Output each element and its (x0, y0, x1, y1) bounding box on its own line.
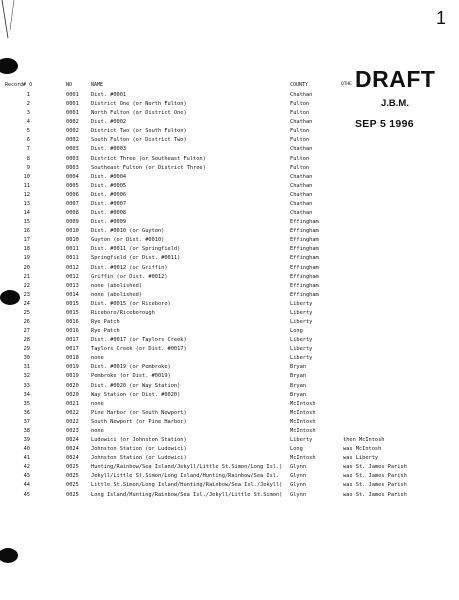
county-name: McIntosh (290, 418, 316, 425)
district-name: Rye Patch (91, 319, 120, 325)
district-name: Pine Harbor (or South Newport) (91, 409, 187, 416)
district-name: none (abolished) (91, 291, 143, 298)
district-name: Dist. #0019 (or Pembroke) (91, 364, 171, 371)
county-name: Chathan (290, 119, 313, 126)
county-name: Bryan (290, 382, 306, 389)
date-stamp: SEP 5 1996 (355, 118, 414, 130)
district-name: Dist. #0006 (91, 191, 127, 198)
district-name: Griffin (or Dist. #0012) (91, 273, 168, 280)
record-number: 34 (23, 391, 30, 398)
district-name: Dist. #0004 (91, 173, 127, 180)
hole-punch-mark-bottom (0, 548, 18, 563)
district-number: 0016 (66, 328, 79, 335)
district-name: South Fulton (or District Two) (91, 137, 187, 144)
district-number: 0019 (66, 364, 79, 371)
district-number: 0021 (66, 400, 79, 407)
county-name: Fulton (290, 128, 310, 135)
county-name: Effingham (290, 246, 319, 253)
district-number: 0012 (66, 273, 79, 280)
district-name: District One (or North Fulton) (91, 101, 187, 108)
county-name: Chathan (290, 182, 313, 189)
district-number: 0011 (66, 246, 79, 253)
county-name: Bryan (290, 364, 306, 371)
district-name: Guyton (or Dist. #0010) (91, 237, 165, 244)
initials-stamp: J.B.M. (381, 98, 409, 109)
county-note: was McIntosh (343, 446, 382, 453)
county-name: McIntosh (290, 400, 316, 407)
partial-label: OTHE (341, 82, 352, 87)
district-number: 0003 (66, 164, 79, 171)
record-number: 7 (26, 146, 30, 153)
county-note: was Liberty (343, 455, 379, 462)
record-number: 11 (23, 182, 30, 189)
record-number: 32 (23, 373, 30, 380)
district-number: 0002 (66, 119, 79, 126)
county-name: Liberty (290, 337, 313, 344)
record-number: 33 (23, 382, 30, 389)
district-name: South Newport (or Pine Harbor) (91, 418, 187, 425)
district-name: none (91, 400, 104, 407)
district-name: Jekyll/Little St.Simon/Long Island/Hunting/Rainbow/Sea Isl. (91, 473, 280, 480)
record-number: 1 (26, 92, 30, 98)
county-name: Fulton (290, 110, 310, 117)
record-number: 22 (23, 282, 30, 289)
district-number: 0022 (66, 409, 79, 416)
county-note: then McIntosh (343, 437, 385, 444)
record-number: 23 (23, 291, 30, 298)
county-name: Effingham (290, 237, 319, 244)
county-name: Chathan (290, 173, 313, 180)
record-number: 45 (23, 491, 30, 498)
district-number: 0003 (66, 155, 79, 162)
record-number: 42 (23, 464, 30, 471)
record-number: 9 (26, 164, 30, 171)
county-name: Effingham (290, 219, 319, 226)
district-number: 0013 (66, 282, 79, 289)
district-number: 0010 (66, 237, 79, 244)
county-name: Effingham (290, 273, 319, 280)
district-number: 0024 (66, 437, 79, 444)
county-name: Bryan (290, 391, 306, 398)
district-name: North Fulton (or District One) (91, 110, 187, 117)
record-number: 4 (26, 119, 30, 126)
district-number: 0019 (66, 373, 79, 380)
district-number: 0025 (66, 491, 79, 498)
district-number: 0022 (66, 418, 79, 425)
district-number: 0003 (66, 146, 79, 153)
record-number: 16 (23, 228, 30, 235)
district-name: Dist. #0009 (91, 219, 127, 226)
record-number: 26 (23, 319, 30, 325)
record-number: 17 (23, 237, 30, 244)
district-name: Dist. #0002 (91, 119, 127, 126)
county-name: Liberty (290, 319, 313, 325)
district-name: Dist. #0008 (91, 210, 127, 217)
record-number: 14 (23, 210, 30, 217)
record-number: 28 (23, 337, 30, 344)
county-name: Liberty (290, 300, 313, 307)
county-note: was St. James Parish (343, 491, 407, 498)
district-name: Long Island/Hunting/Rainbow/Sea Isl./Jekyll/Little St.Simon) (91, 491, 283, 498)
record-number: 25 (23, 309, 30, 316)
district-number: 0017 (66, 346, 79, 353)
header-record: Record# O (5, 82, 33, 88)
county-name: Effingham (290, 264, 319, 271)
district-number: 0009 (66, 219, 79, 226)
district-name: Hunting/Rainbow/Sea Island/Jekyll/Little St.Simon/Long Isl.) (91, 464, 283, 471)
county-name: Liberty (290, 309, 313, 316)
header-no: NO (66, 82, 73, 88)
county-note: was St. James Parish (343, 464, 407, 471)
district-name: Riceboro/Riceborough (91, 309, 155, 316)
district-number: 0011 (66, 255, 79, 262)
district-name: none (91, 427, 104, 434)
record-number: 36 (23, 409, 30, 416)
district-number: 0006 (66, 191, 79, 198)
draft-stamp: DRAFT (355, 66, 436, 92)
record-number: 5 (26, 128, 30, 135)
district-number: 0025 (66, 482, 79, 489)
county-name: Glynn (290, 473, 306, 480)
record-number: 3 (26, 110, 30, 117)
district-number: 0014 (66, 291, 79, 298)
county-name: McIntosh (290, 455, 316, 462)
county-name: Effingham (290, 255, 319, 262)
county-name: Fulton (290, 164, 310, 171)
county-name: Liberty (290, 437, 313, 444)
district-name: Johnston Station (or Ludowici) (91, 455, 187, 462)
district-name: Ludowici (or Johnston Station) (91, 437, 187, 444)
district-name: none (91, 355, 104, 362)
district-name: Dist. #0001 (91, 92, 127, 98)
district-name: District Two (or South Fulton) (91, 128, 187, 135)
record-number: 29 (23, 346, 30, 353)
county-name: McIntosh (290, 409, 316, 416)
district-number: 0025 (66, 464, 79, 471)
county-name: Effingham (290, 282, 319, 289)
record-number: 41 (23, 455, 30, 462)
district-number: 0025 (66, 473, 79, 480)
page-number: 1 (436, 8, 447, 28)
district-name: Pembroke (or Dist. #0019) (91, 373, 171, 380)
district-name: Dist. #0011 (or Springfield) (91, 246, 181, 253)
district-number: 0001 (66, 110, 79, 117)
record-number: 20 (23, 264, 30, 271)
county-name: Effingham (290, 228, 319, 235)
county-name: Chathan (290, 191, 313, 198)
record-number: 27 (23, 328, 30, 335)
district-name: Southeast Fulton (or District Three) (91, 164, 206, 171)
district-name: Dist. #0007 (91, 200, 127, 207)
county-name: Glynn (290, 482, 306, 489)
record-number: 40 (23, 446, 30, 453)
county-name: Chathan (290, 210, 313, 217)
district-number: 0016 (66, 319, 79, 325)
record-number: 30 (23, 355, 30, 362)
district-number: 0018 (66, 355, 79, 362)
scan-edge-line (0, 0, 20, 60)
county-name: Effingham (290, 291, 319, 298)
district-name: Rye Patch (91, 328, 120, 335)
record-number: 10 (23, 173, 30, 180)
record-number: 18 (23, 246, 30, 253)
county-name: Liberty (290, 355, 313, 362)
district-number: 0008 (66, 210, 79, 217)
district-number: 0007 (66, 200, 79, 207)
district-number: 0012 (66, 264, 79, 271)
county-name: McIntosh (290, 427, 316, 434)
district-name: Springfield (or Dist. #0011) (91, 255, 181, 262)
district-number: 0024 (66, 455, 79, 462)
district-name: Dist. #0017 (or Taylors Creek) (91, 337, 187, 344)
district-name: Johnston Station (or Ludowici) (91, 446, 187, 453)
record-number: 8 (26, 155, 30, 162)
district-number: 0015 (66, 309, 79, 316)
district-name: Dist. #0005 (91, 182, 127, 189)
district-name: Dist. #0010 (or Guyton) (91, 228, 165, 235)
district-number: 0023 (66, 427, 79, 434)
county-name: Long (290, 328, 303, 335)
district-name: Little St.Simon/Long Island/Hunting/Rainbow/Sea Isl./Jekyll) (91, 482, 283, 489)
county-name: Chathan (290, 92, 313, 98)
record-number: 2 (26, 101, 30, 108)
header-county: COUNTY (290, 82, 309, 88)
district-number: 0024 (66, 446, 79, 453)
record-number: 38 (23, 427, 30, 434)
record-number: 44 (23, 482, 30, 489)
district-number: 0002 (66, 128, 79, 135)
district-name: Taylors Creek (or Dist. #0017) (91, 346, 187, 353)
record-number: 19 (23, 255, 30, 262)
district-number: 0004 (66, 173, 79, 180)
record-number: 15 (23, 219, 30, 226)
county-name: Chathan (290, 200, 313, 207)
record-number: 13 (23, 200, 30, 207)
district-number: 0005 (66, 182, 79, 189)
district-name: Dist. #0015 (or Riceboro) (91, 300, 171, 307)
header-name: NAME (91, 82, 104, 88)
county-name: Glynn (290, 464, 306, 471)
record-number: 31 (23, 364, 30, 371)
county-name: Liberty (290, 346, 313, 353)
record-number: 12 (23, 191, 30, 198)
county-name: Long (290, 446, 303, 453)
district-name: District Three (or Southeast Fulton) (91, 155, 206, 162)
district-number: 0020 (66, 382, 79, 389)
record-number: 37 (23, 418, 30, 425)
record-number: 6 (26, 137, 30, 144)
district-number: 0017 (66, 337, 79, 344)
district-name: Way Station (or Dist. #0020) (91, 391, 181, 398)
county-note: was St. James Parish (343, 473, 407, 480)
county-name: Bryan (290, 373, 306, 380)
district-name: Dist. #0020 (or Way Station) (91, 382, 181, 389)
district-number: 0001 (66, 92, 79, 98)
county-note: was St. James Parish (343, 482, 407, 489)
hole-punch-mark-top (0, 58, 18, 74)
district-number: 0001 (66, 101, 79, 108)
county-name: Fulton (290, 101, 310, 108)
district-name: Dist. #0003 (91, 146, 127, 153)
district-number: 0015 (66, 300, 79, 307)
county-name: Glynn (290, 491, 306, 498)
district-number: 0020 (66, 391, 79, 398)
record-number: 21 (23, 273, 30, 280)
district-number: 0010 (66, 228, 79, 235)
record-number: 39 (23, 437, 30, 444)
county-name: Chathan (290, 146, 313, 153)
record-number: 35 (23, 400, 30, 407)
county-name: Fulton (290, 137, 310, 144)
record-number: 43 (23, 473, 30, 480)
district-name: Dist. #0012 (or Griffin) (91, 264, 168, 271)
district-name: none (abolished) (91, 282, 143, 289)
record-number: 24 (23, 300, 30, 307)
district-number: 0002 (66, 137, 79, 144)
county-name: Fulton (290, 155, 310, 162)
